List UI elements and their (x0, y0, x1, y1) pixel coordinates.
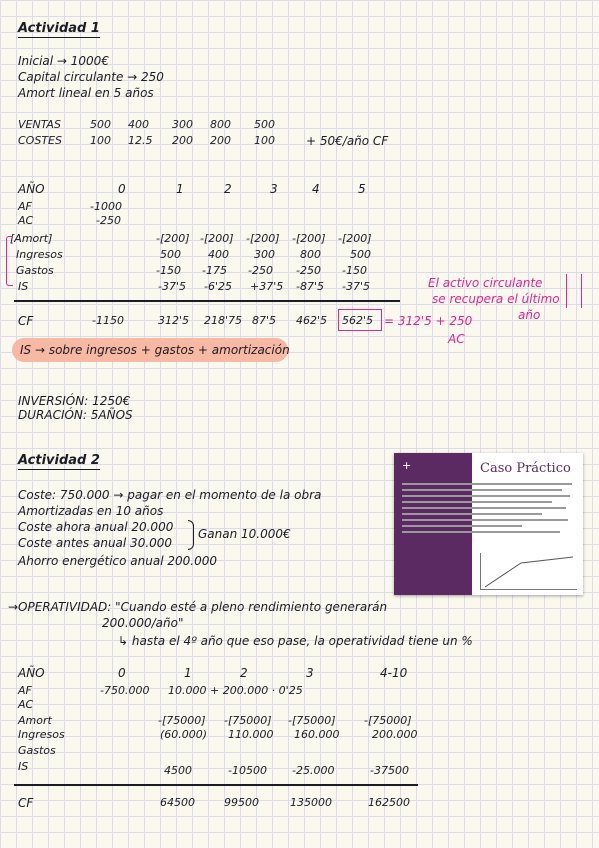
coste-4: 200 (210, 134, 231, 147)
costes-label: COSTES (18, 134, 62, 147)
venta-3: 300 (172, 118, 193, 131)
t1-header-3: 3 (270, 182, 278, 196)
t1-cf-2: 218'75 (204, 314, 243, 327)
venta-4: 800 (210, 118, 231, 131)
t2-header-2: 2 (240, 666, 248, 680)
venta-5: 500 (254, 118, 275, 131)
t2-row-label-af: AF (18, 684, 32, 697)
caso-practico-card (394, 453, 583, 595)
t2-cell-af-0: -750.000 (100, 684, 150, 697)
a1-line-1: Inicial → 1000€ (18, 54, 109, 68)
card-mini-chart-line (481, 553, 577, 589)
t1-cell-ing-1: 500 (160, 248, 181, 261)
a1-line-3: Amort lineal en 5 años (18, 86, 154, 100)
t1-cf-4: 462'5 (296, 314, 328, 327)
t1-cf-5: 562'5 (342, 314, 374, 327)
oper-line-3: ↳ hasta el 4º año que eso pase, la operatividad tiene un % (118, 634, 473, 648)
t2-note: 10.000 + 200.000 · 0'25 (168, 684, 303, 697)
t1-cf-label: CF (18, 314, 34, 328)
t1-cell-is-1: -37'5 (158, 280, 186, 293)
t1-cell-ing-3: 300 (254, 248, 275, 261)
t2-row-label-amort: Amort (18, 714, 52, 727)
t2-header-0: 0 (118, 666, 126, 680)
t2-cell-is-2: -10500 (228, 764, 267, 777)
t1-cell-is-3: +37'5 (250, 280, 284, 293)
t1-cf-0: -1150 (92, 314, 124, 327)
t2-cf-3: 135000 (290, 796, 332, 809)
a2-line-2: Amortizadas en 10 años (18, 504, 164, 518)
t1-cell-amort-1: -[200] (156, 232, 190, 245)
coste-1: 100 (90, 134, 111, 147)
t2-cell-amort-2: -[75000] (224, 714, 272, 727)
t1-cell-is-2: -6'25 (204, 280, 232, 293)
t1-header-0: 0 (118, 182, 126, 196)
ac-label: AC (448, 332, 465, 346)
plus-icon: + (402, 459, 412, 472)
t2-row-label-is: IS (18, 760, 29, 773)
t2-cell-ing-1: (60.000) (160, 728, 208, 741)
t1-cell-gas-2: -175 (202, 264, 227, 277)
t2-cell-is-1: 4500 (164, 764, 192, 777)
venta-2: 400 (128, 118, 149, 131)
ventas-label: VENTAS (18, 118, 61, 131)
t1-cell-gas-1: -150 (156, 264, 181, 277)
t1-cell-gas-4: -250 (296, 264, 321, 277)
t1-rule (14, 300, 400, 302)
a2-line-3: Coste ahora anual 20.000 (18, 520, 174, 534)
t1-row-label-amort: [Amort] (10, 232, 53, 245)
t1-row-label-gastos: Gastos (16, 264, 54, 277)
t2-cell-is-3: -25.000 (292, 764, 335, 777)
t2-cf-label: CF (18, 796, 34, 810)
t1-row-label-ingresos: Ingresos (16, 248, 63, 261)
annotation-line-2: se recupera el último (432, 292, 560, 306)
card-title: Caso Práctico (480, 461, 571, 476)
t2-cell-amort-3: -[75000] (288, 714, 336, 727)
t1-row-label-af: AF (18, 200, 32, 213)
card-mini-chart (480, 553, 577, 590)
t2-rule (14, 784, 418, 786)
t1-header-2: 2 (224, 182, 232, 196)
a2-line-5: Ahorro energético anual 200.000 (18, 554, 217, 568)
coste-2: 12.5 (128, 134, 153, 147)
oper-line-1: →OPERATIVIDAD: "Cuando esté a pleno rendimiento generarán (8, 600, 388, 614)
t1-cell-ac-0: -250 (96, 214, 121, 227)
t1-cell-amort-3: -[200] (246, 232, 280, 245)
coste-3: 200 (172, 134, 193, 147)
annotation-line-3: año (518, 308, 541, 322)
is-note: IS → sobre ingresos + gastos + amortización (20, 343, 290, 357)
t1-row-label-is: IS (18, 280, 29, 293)
t2-cell-ing-3: 160.000 (294, 728, 340, 741)
t2-cf-4-10: 162500 (368, 796, 410, 809)
formula: = 312'5 + 250 (384, 314, 473, 328)
t1-cell-ing-2: 400 (208, 248, 229, 261)
t1-cell-gas-5: -150 (342, 264, 367, 277)
t1-cell-amort-5: -[200] (338, 232, 372, 245)
annotation-bars (566, 274, 582, 308)
t1-cell-is-5: -37'5 (342, 280, 370, 293)
coste-5: 100 (254, 134, 275, 147)
t1-cf-3: 87'5 (252, 314, 277, 327)
t1-header-year: AÑO (18, 182, 45, 196)
t1-cell-gas-3: -250 (248, 264, 273, 277)
t2-cell-ing-4-10: 200.000 (372, 728, 418, 741)
t2-cell-ing-2: 110.000 (228, 728, 274, 741)
annotation-line-1: El activo circulante (428, 276, 543, 290)
a2-title: Actividad 2 (18, 453, 100, 468)
t1-cell-ing-5: 500 (350, 248, 371, 261)
t1-cell-amort-4: -[200] (292, 232, 326, 245)
t1-cf-1: 312'5 (158, 314, 190, 327)
t2-row-label-gastos: Gastos (18, 744, 56, 757)
t2-row-label-ingresos: Ingresos (18, 728, 65, 741)
t2-cf-2: 99500 (224, 796, 259, 809)
oper-line-2: 200.000/año" (102, 616, 184, 630)
t2-cf-1: 64500 (160, 796, 195, 809)
t1-cell-af-0: -1000 (90, 200, 122, 213)
t2-cell-is-4-10: -37500 (370, 764, 409, 777)
t1-cell-amort-2: -[200] (200, 232, 234, 245)
a1-title: Actividad 1 (18, 21, 100, 36)
t2-header-1: 1 (184, 666, 192, 680)
ganan-brace (188, 520, 194, 550)
a2-line-1: Coste: 750.000 → pagar en el momento de la obra (18, 488, 322, 502)
t2-header-3: 3 (306, 666, 314, 680)
t1-row-label-ac: AC (18, 214, 34, 227)
a2-line-4: Coste antes anual 30.000 (18, 536, 173, 550)
card-text-lines (402, 483, 574, 543)
venta-1: 500 (90, 118, 111, 131)
t1-header-1: 1 (176, 182, 184, 196)
duracion: DURACIÓN: 5AÑOS (18, 408, 133, 422)
t2-row-label-ac: AC (18, 698, 34, 711)
t2-cell-amort-4-10: -[75000] (364, 714, 412, 727)
t1-cell-is-4: -87'5 (296, 280, 324, 293)
t1-cell-ing-4: 800 (300, 248, 321, 261)
t2-header-4-10: 4-10 (380, 666, 408, 680)
t2-cell-amort-1: -[75000] (158, 714, 206, 727)
t1-header-4: 4 (312, 182, 320, 196)
t1-header-5: 5 (358, 182, 366, 196)
t2-header-year: AÑO (18, 666, 45, 680)
t1-bracket (6, 236, 13, 286)
ganan: Ganan 10.000€ (198, 527, 291, 541)
a1-line-2: Capital circulante → 250 (18, 70, 164, 84)
cf-note: + 50€/año CF (306, 134, 389, 148)
inversion: INVERSIÓN: 1250€ (18, 394, 131, 408)
